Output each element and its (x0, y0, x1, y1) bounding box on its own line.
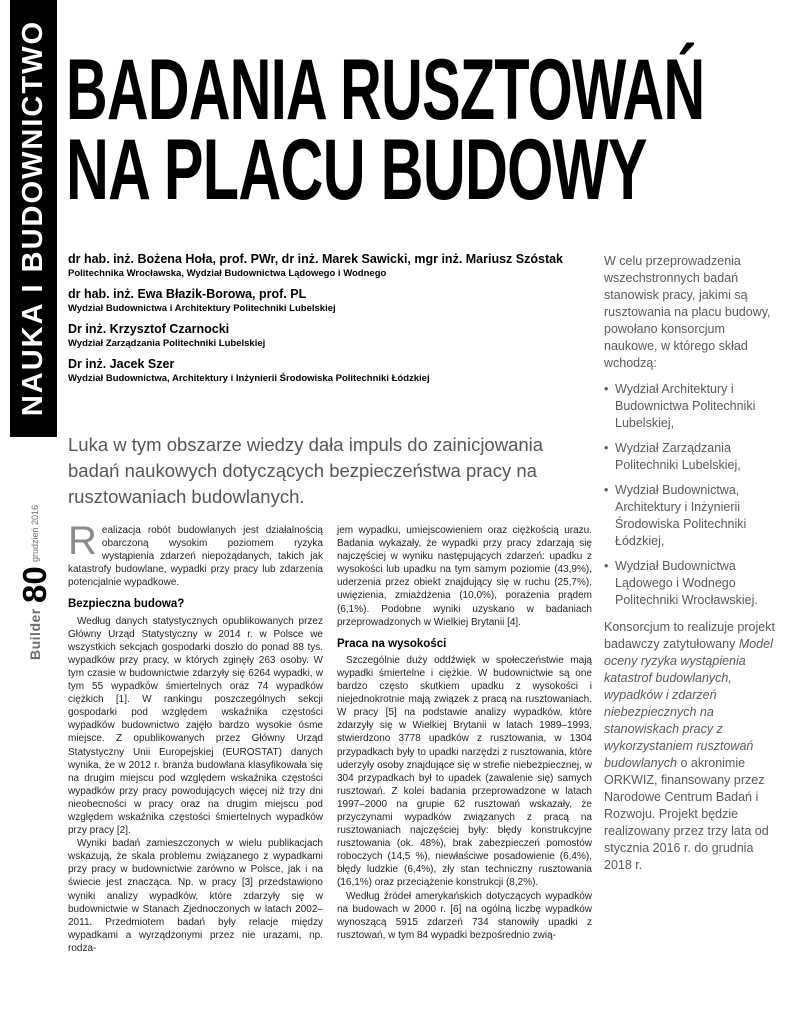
bullet-text: Wydział Budownictwa Lądowego i Wodnego Politechniki Wrocławskiej. (615, 559, 758, 607)
author-names: dr hab. inż. Ewa Błazik-Borowa, prof. PL (68, 287, 307, 301)
outro-start: Konsorcjum to realizuje projekt badawczy zatytułowany (604, 620, 775, 651)
author-entry (68, 322, 593, 349)
intro-paragraph (68, 519, 323, 589)
sidebar-outro (604, 619, 780, 874)
author-names: Dr inż. Jacek Szer (68, 357, 175, 371)
drop-cap: R (68, 519, 97, 563)
spine-info (16, 504, 54, 660)
bullet-item (604, 558, 780, 609)
author-entry (68, 357, 593, 384)
bullet-icon: • (604, 441, 609, 455)
bullet-item (604, 482, 780, 550)
bullet-text: Wydział Budownictwa, Architektury i Inżynierii Środowiska Politechniki Łódzkiej, (615, 483, 747, 548)
body-paragraph: Według źródeł amerykańskich dotyczących wypadków na budowach w 2000 r. [6] na ogólną liczbę wypadków wynoszącą 5915 zdarzeń 734 stanowiły upadki z rusztowań, w tym 84 wypadki bezpośrednio zwią- (337, 890, 592, 941)
sidebar-intro: W celu przeprowadzenia wszechstronnych badań stanowisk pracy, jakimi są rusztowania na placu budowy, powołano konsorcjum naukowe, w którego skład wchodzą: (604, 254, 771, 370)
author-entry (68, 287, 593, 314)
issue-date: grudzień 2016 (30, 504, 40, 562)
bullet-item (604, 381, 780, 432)
page-number: 80 (16, 566, 53, 604)
bullet-text: Wydział Architektury i Budownictwa Politechniki Lubelskiej, (615, 382, 756, 430)
bullet-text: Wydział Zarządzania Politechniki Lubelskiej, (615, 441, 741, 472)
author-entry (68, 252, 593, 279)
project-title: Model oceny ryzyka wystąpienia katastrof budowlanych, wypadków i zdarzeń niebezpiecznych na stanowiskach pracy z wykorzystaniem rusztowań budowlanych (604, 637, 773, 770)
body-paragraph: Według danych statystycznych opublikowanych przez Główny Urząd Statystyczny w 2014 r. w Polsce we wszystkich sekcjach gospodarki doszło do ponad 88 tys. wypadków przy pracy, w których zginęły 263 osoby. W tym czasie w budownictwie zdarzyły się 6264 wypadki, w tym 55 wypadków śmiertelnych oraz 74 wypadków ciężkich [1]. W rankingu poszczególnych sekcji gospodarki pod względem wskaźnika częstości wypadków budownictwo zajęło bardzo wysokie ósme miejsce. Z opublikowanych przez Główny Urząd Statystyczny Unii Europejskiej (EUROSTAT) danych wynika, że w 2012 r. branża budowlana klasyfikowała się na drugim miejscu pod względem wskaźnika częstości wypadków przy pracy powodujących więcej niż trzy dni nieobecności w pracy oraz na drugim miejscu pod względem wskaźnika częstości śmiertelnych wypadków przy pracy [2]. (68, 615, 323, 837)
bullet-item (604, 440, 780, 474)
author-names: Dr inż. Krzysztof Czarnocki (68, 322, 230, 336)
headline-line-2: NA PLACU BUDOWY (66, 122, 647, 218)
author-affiliation: Politechnika Wrocławska, Wydział Budownictwa Lądowego i Wodnego (68, 268, 387, 279)
article-body (68, 519, 592, 955)
authors-block (68, 252, 593, 392)
section-banner-label: NAUKA I BUDOWNICTWO (17, 20, 49, 417)
bullet-icon: • (604, 382, 609, 396)
bullet-icon: • (604, 483, 609, 497)
section-heading-1: Bezpieczna budowa? (68, 598, 185, 611)
author-affiliation: Wydział Budownictwa, Architektury i Inżynierii Środowiska Politechniki Łódzkiej (68, 373, 430, 384)
body-paragraph: Szczególnie duży oddźwięk w społeczeństwie mają wypadki śmiertelne i ciężkie. W budownictwie są one bardzo często skutkiem upadku z wysokości i niejednokrotnie mają związek z pracą na rusztowaniach. W pracy [5] na podstawie analizy wypadków, które zdarzyły się w Wielkiej Brytanii w latach 1989–1993, stwierdzono 3778 upadków z rusztowania, w 1304 przypadkach były to upadki narzędzi z rusztowania, które uderzyły osoby znajdujące się w strefie niebezpiecznej, w 304 przypadkach był to upadek (zawalenie się) samych rusztowań. Z kolei badania przeprowadzone w latach 1997–2000 na grupie 62 rusztowań wskazały, że przyczynami wypadków związanych z pracą na rusztowaniach najczęściej były: błędy konstrukcyjne rusztowania (ok. 48%), brak zabezpieczeń pomostów roboczych (14,5 %), niewłaściwe posadowienie (6,4%), błędy ludzkie (6,4%), zły stan techniczny rusztowania (16,1%) oraz przeciążenie konstrukcji (8,2%). (337, 654, 592, 889)
body-column-1 (68, 519, 323, 955)
section-banner (10, 0, 57, 437)
outro-end: o akronimie ORKWIZ, finansowany przez Narodowe Centrum Badań i Rozwoju. Projekt będzie realizowany przez trzy lata od stycznia 2016 r. do grudnia 2018 r. (604, 756, 769, 872)
sidebar-bullet-list (604, 381, 780, 609)
section-heading-2: Praca na wysokości (337, 637, 447, 650)
author-affiliation: Wydział Zarządzania Politechniki Lubelskiej (68, 338, 266, 349)
body-column-2 (337, 524, 592, 955)
lead-paragraph: Luka w tym obszarze wiedzy dała impuls do zainicjowania badań naukowych dotyczących bezpieczeństwa pracy na rusztowaniach budowlanych. (68, 434, 544, 507)
author-affiliation: Wydział Budownictwa i Architektury Politechniki Lubelskiej (68, 303, 336, 314)
magazine-name: Builder (27, 608, 43, 660)
intro-text: ealizacja robót budowlanych jest działalnością obarczoną wysokim poziomem ryzyka wystąpienia zdarzeń niepożądanych, takich jak katastrofy budowlane, wypadki przy pracy lub zdarzenia potencjalnie wypadkowe. (68, 525, 323, 589)
article-headline (66, 42, 787, 218)
author-names: dr hab. inż. Bożena Hoła, prof. PWr, dr inż. Marek Sawicki, mgr inż. Mariusz Szóstak (68, 252, 564, 266)
body-paragraph: Wyniki badań zamieszczonych w wielu publikacjach wskazują, że skala problemu związanego z wypadkami przy pracy w budownictwie zarówno w Polsce, jak i na świecie jest znacząca. Np. w pracy [3] przedstawiono wyniki analizy wypadków, które zdarzyły się w budownictwie w Stanach Zjednoczonych w latach 2002–2011. Przedmiotem badań były relacje między wypadkami a wyrządzonymi przez nie urazami, np. rodza- (68, 838, 323, 954)
sidebar (604, 253, 780, 874)
bullet-icon: • (604, 559, 609, 573)
body-paragraph: jem wypadku, umiejscowieniem oraz ciężkością urazu. Badania wykazały, że wypadki przy pracy zdarzają się najczęściej w wyniku następujących zdarzeń: upadku z wysokości lub upadku na tym samym poziomie (43,9%), uderzenia przez obiekt znajdujący się w ruchu (25,7%), uwięzienia, zmiażdżenia (10,0%), porażenia prądem (6,1%). Podobne wyniki uzyskano w badaniach przeprowadzonych w Wielkiej Brytanii [4]. (337, 525, 592, 628)
headline-line-1: BADANIA RUSZTOWAŃ (66, 42, 705, 138)
